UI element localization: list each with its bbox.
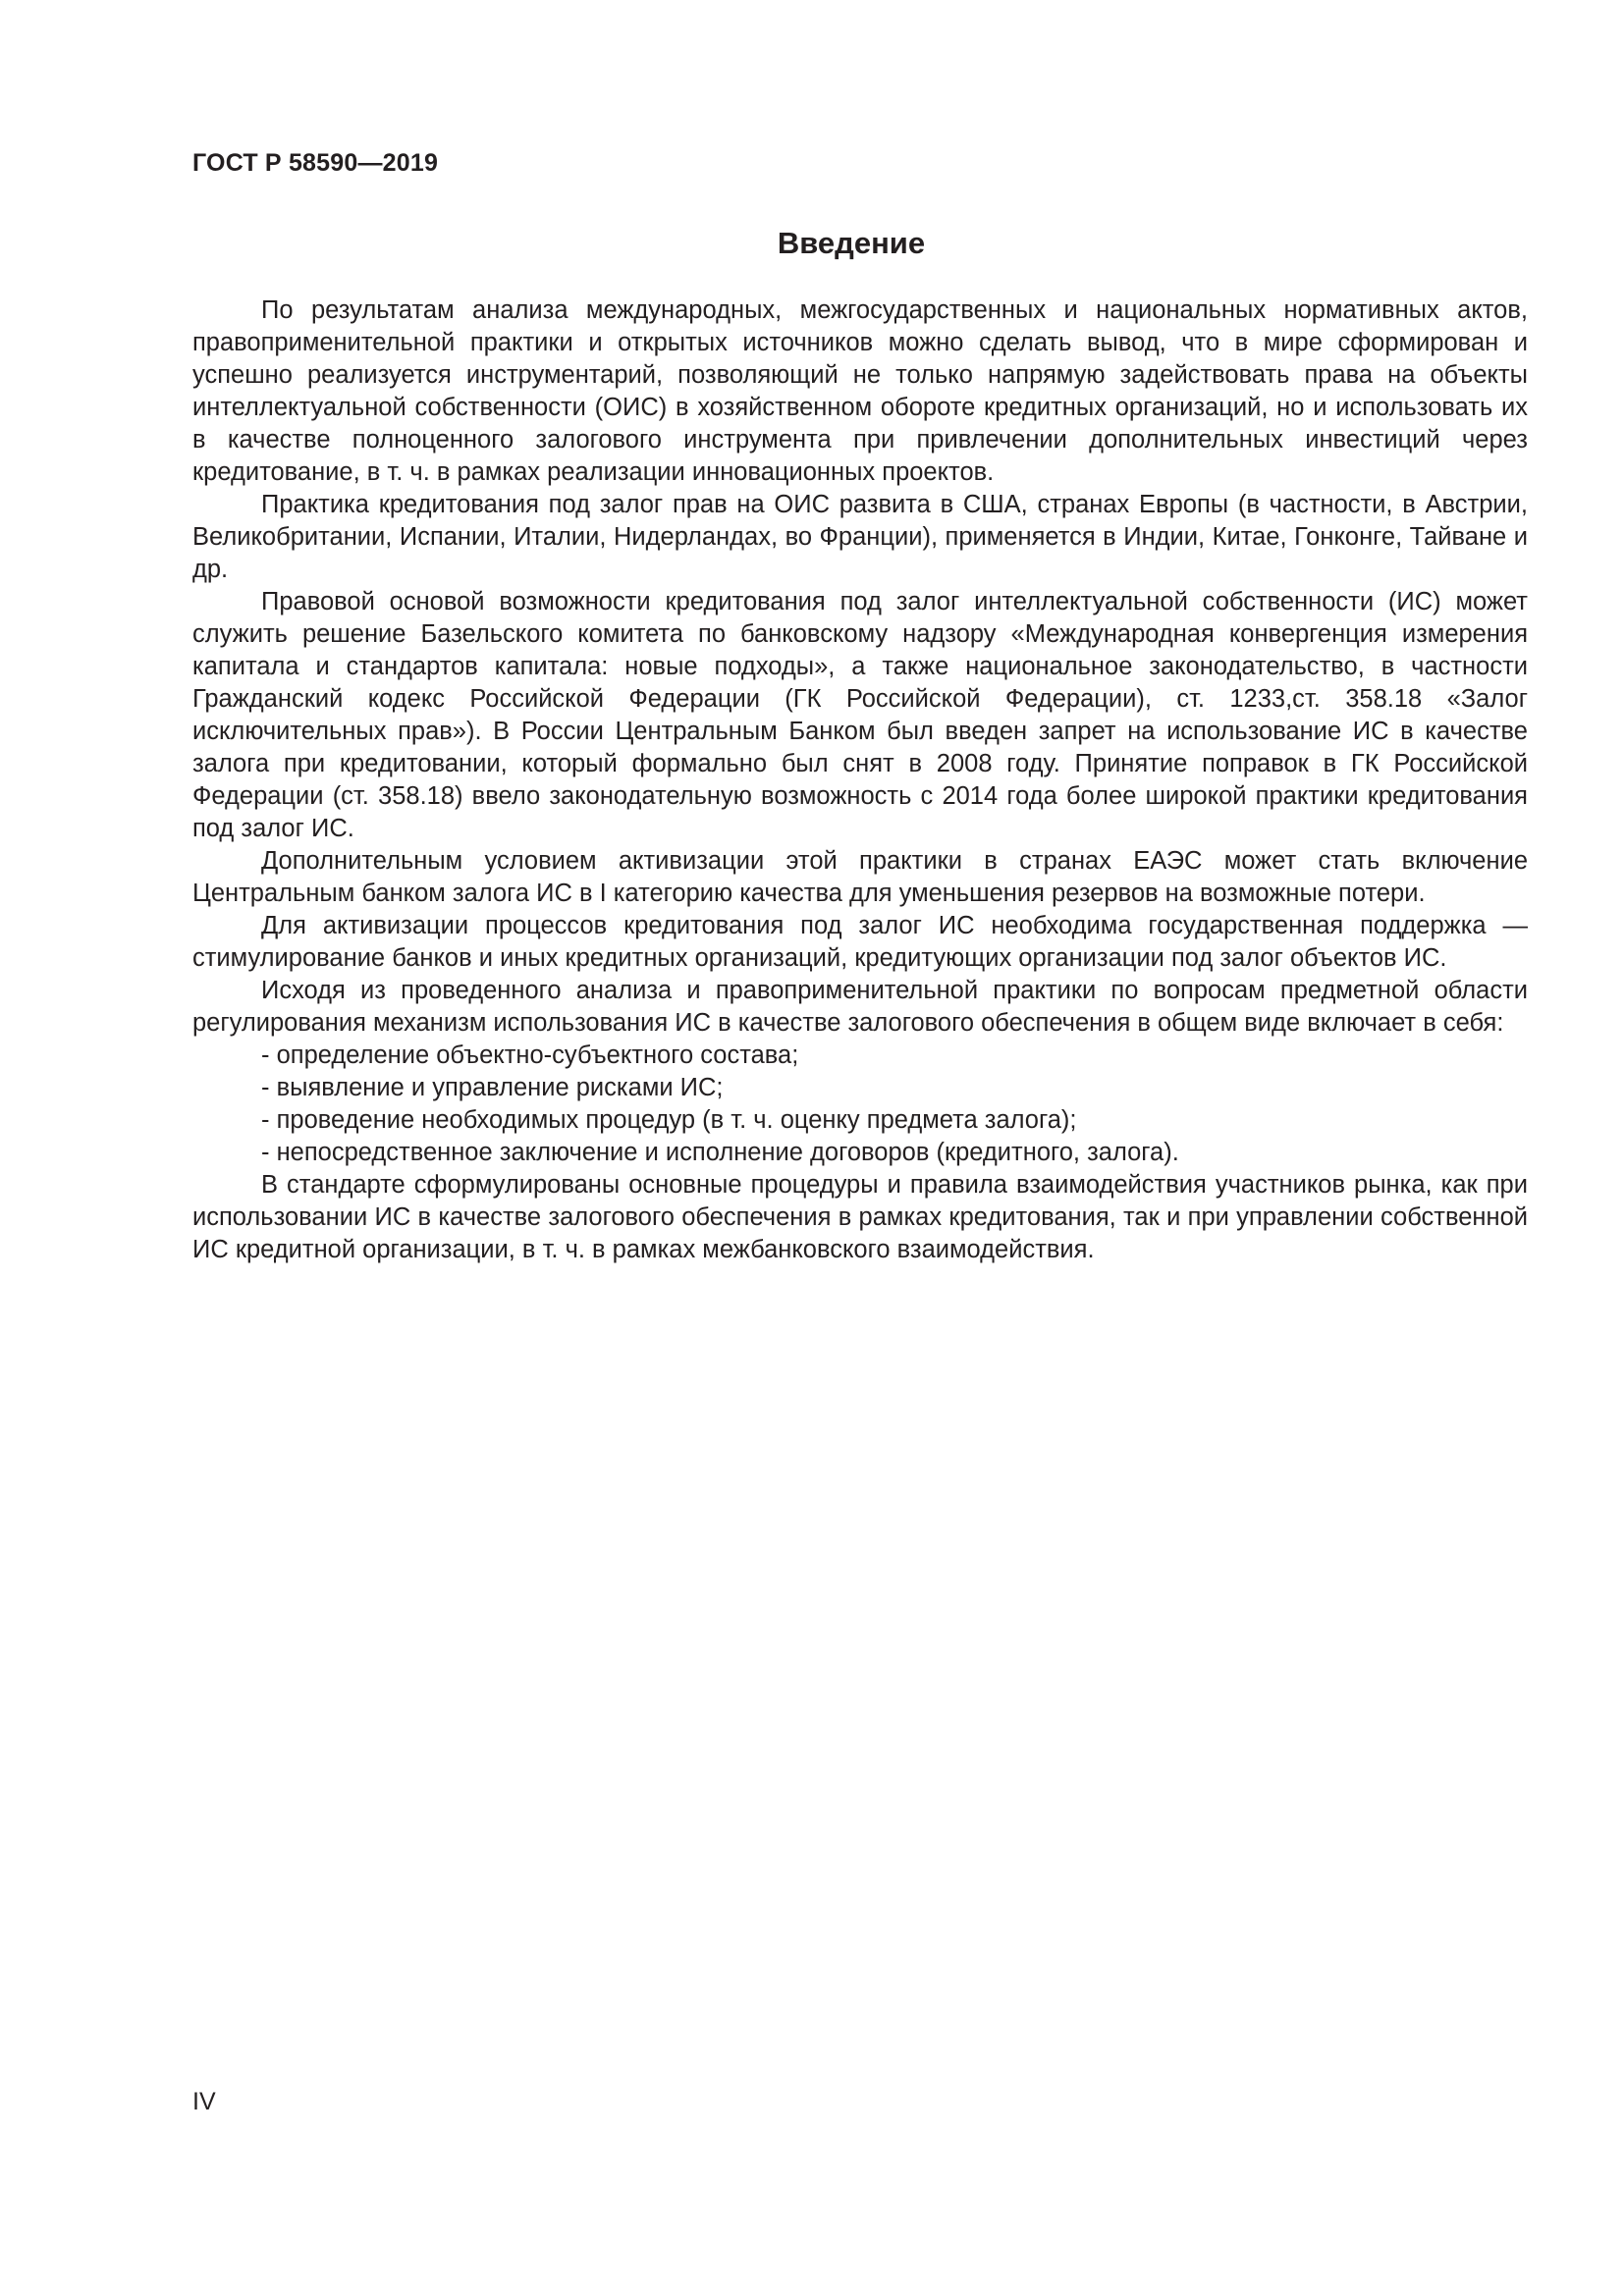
closing-paragraph: В стандарте сформулированы основные процедуры и правила взаимодействия участников рынка, как при использовании ИС в качестве залогового обеспечения в рамках кредитования, так и при управлении собственной ИС кредитной организации, в т. ч. в рамках межбанковского взаимодействия. [192,1171,1528,1263]
paragraph-5: Для активизации процессов кредитования под залог ИС необходима государственная поддержка — стимулирование банков и иных кредитных организаций, кредитующих организации под залог объектов ИС. [192,912,1528,972]
paragraph-2: Практика кредитования под залог прав на ОИС развита в США, странах Европы (в частности, в Австрии, Великобритании, Испании, Италии, Нидерландах, во Франции), применяется в Индии, Китае, Гонконге, Тайване и др. [192,491,1528,583]
mechanism-list [192,1040,1528,1169]
list-item: - выявление и управление рисками ИС; [261,1074,724,1101]
paragraph-3: Правовой основой возможности кредитования под залог интеллектуальной собственности (ИС) может служить решение Базельского комитета по банковскому надзору «Международная конвергенция измерения капитала и стандартов капитала: новые подходы», а также национальное законодательство, в частности Гражданский кодекс Российской Федерации (ГК Российской Федерации), ст. 1233,ст. 358.18 «Залог исключительных прав»). В России Центральным Банком был введен запрет на использование ИС в качестве залога при кредитовании, который формально был снят в 2008 году. Принятие поправок в ГК Российской Федерации (ст. 358.18) ввело законодательную возможность с 2014 года более широкой практики кредитования под залог ИС. [192,588,1528,842]
paragraph-1: По результатам анализа международных, межгосударственных и национальных нормативных актов, правоприменительной практики и открытых источников можно сделать вывод, что в мире сформирован и успешно реализуется инструментарий, позволяющий не только напрямую задействовать права на объекты интеллектуальной собственности (ОИС) в хозяйственном обороте кредитных организаций, но и использовать их в качестве полноценного залогового инструмента при привлечении дополнительных инвестиций через кредитование, в т. ч. в рамках реализации инновационных проектов. [192,296,1528,486]
list-item: - непосредственное заключение и исполнение договоров (кредитного, залога). [261,1139,1179,1166]
paragraph-6: Исходя из проведенного анализа и правоприменительной практики по вопросам предметной области регулирования механизм использования ИС в качестве залогового обеспечения в общем виде включает в себя: [192,977,1528,1037]
page-number: IV [192,2088,216,2115]
section-title: Введение [777,226,926,260]
list-item: - проведение необходимых процедур (в т. ч. оценку предмета залога); [261,1106,1077,1134]
document-body [192,294,1528,1266]
paragraph-4: Дополнительным условием активизации этой практики в странах ЕАЭС может стать включение Центральным банком залога ИС в I категорию качества для уменьшения резервов на возможные потери. [192,847,1528,907]
document-header: ГОСТ Р 58590—2019 [192,149,439,177]
list-item: - определение объектно-субъектного состава; [261,1041,799,1069]
